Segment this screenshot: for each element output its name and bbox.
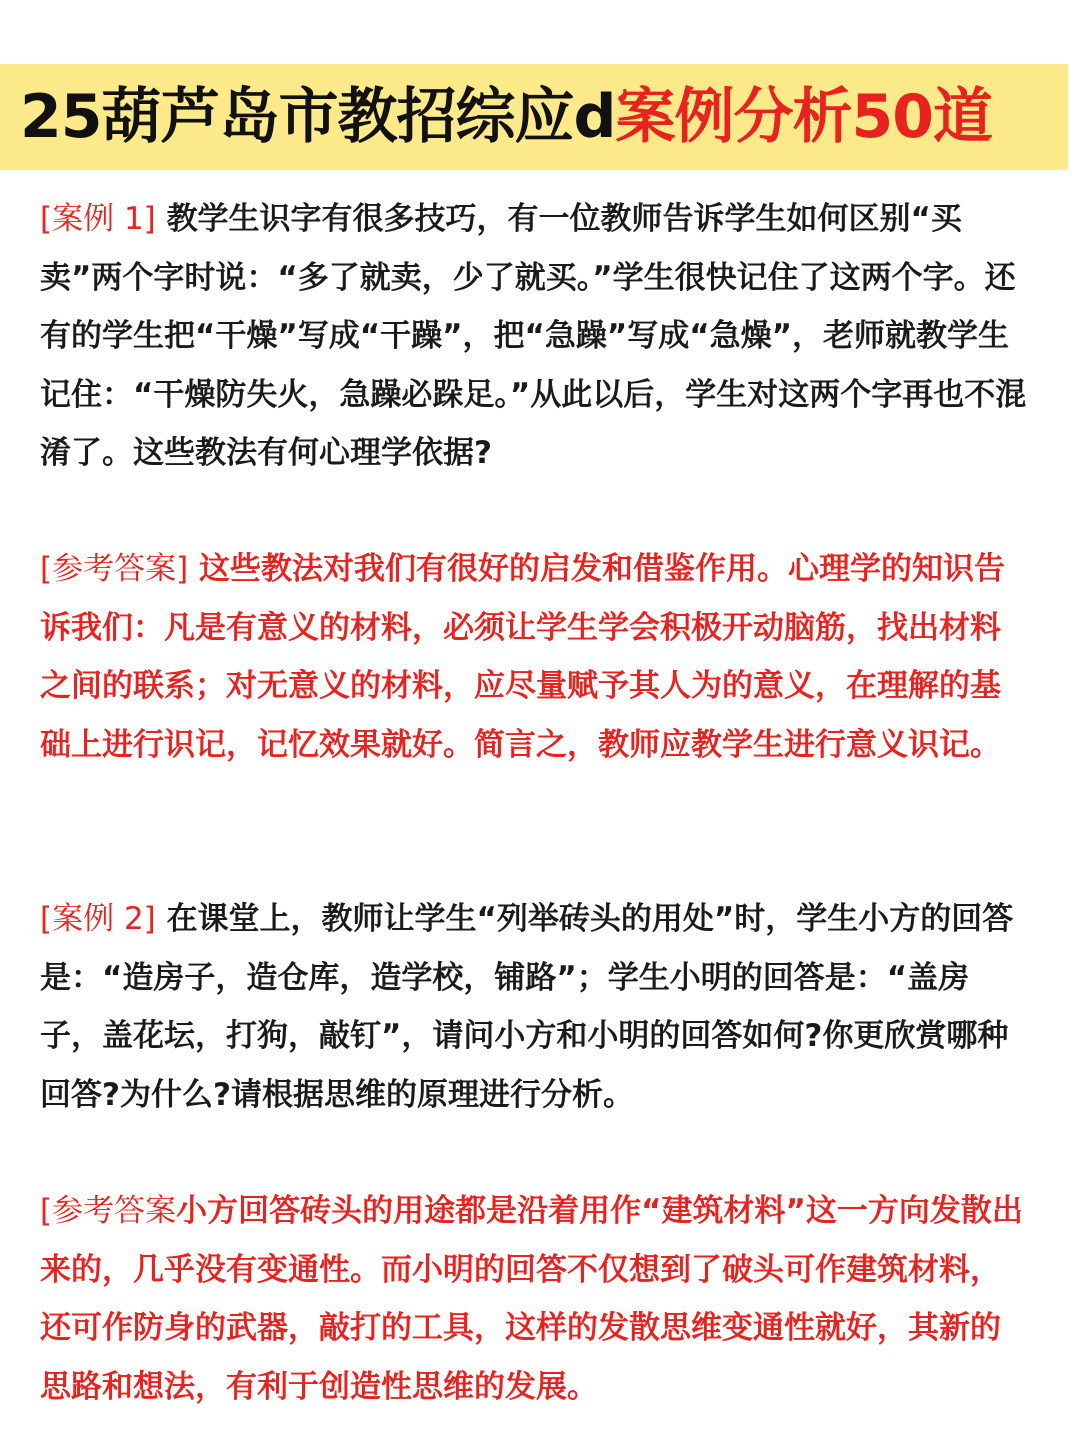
case-2-question — [40, 890, 1030, 1124]
case-1-question — [40, 190, 1030, 483]
title-red-part: 案例分析50道 — [615, 82, 992, 152]
case-2-answer-text: 小方回答砖头的用途都是沿着用作“建筑材料”这一方向发散出来的，几乎没有变通性。而小明的回答不仅想到了破头可作建筑材料，还可作防身的武器，敲打的工具，这样的发散思维变通性就好，其新的思路和想法，有利于创造性思维的发展。 — [40, 1193, 1023, 1405]
page-title — [20, 64, 992, 170]
case-2-tag: [案例 2] — [40, 901, 156, 937]
case-2-answer — [40, 1182, 1030, 1416]
case-2-answer-tag: [参考答案 — [40, 1193, 177, 1229]
case-1-answer-tag: [参考答案] — [40, 551, 189, 587]
case-1-question-text: 教学生识字有很多技巧，有一位教师告诉学生如何区别“买卖”两个字时说：“多了就卖，少了就买。”学生很快记住了这两个字。还有的学生把“干燥”写成“干躁”，把“急躁”写成“急燥”，老师就教学生记住：“干燥防失火，急躁必跺足。”从此以后，学生对这两个字再也不混淆了。这些教法有何心理学依据? — [40, 201, 1027, 471]
title-black-part: 25葫芦岛市教招综应d — [20, 82, 616, 152]
case-1-tag: [案例 1] — [40, 201, 156, 237]
case-1-answer-text: 这些教法对我们有很好的启发和借鉴作用。心理学的知识告诉我们：凡是有意义的材料，必须让学生学会积极开动脑筋，找出材料之间的联系；对无意义的材料，应尽量赋予其人为的意义，在理解的基础上进行识记，记忆效果就好。简言之，教师应教学生进行意义识记。 — [40, 551, 1005, 763]
case-2-question-text: 在课堂上，教师让学生“列举砖头的用处”时，学生小方的回答是：“造房子，造仓库，造学校，铺路”；学生小明的回答是：“盖房子，盖花坛，打狗，敲钉”，请问小方和小明的回答如何?你更欣赏哪种回答?为什么?请根据思维的原理进行分析。 — [40, 901, 1014, 1113]
case-1-answer — [40, 540, 1030, 774]
